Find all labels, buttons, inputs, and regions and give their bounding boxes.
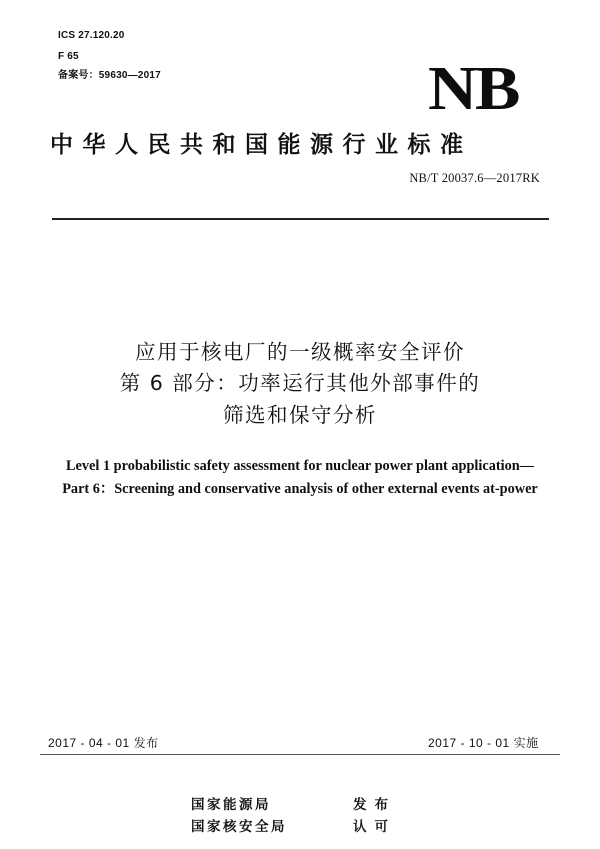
footer-divider <box>40 754 560 755</box>
cn-title-line-3: 筛选和保守分析 <box>223 403 377 427</box>
en-title-line-2: Part 6：Screening and conservative analysis of other external events at-power <box>62 481 538 497</box>
cn-title-line-1: 应用于核电厂的一级概率安全评价 <box>135 340 465 364</box>
issue-label: 发布 <box>133 736 159 750</box>
cn-title-line-2: 第 6 部分：功率运行其他外部事件的 <box>119 371 481 395</box>
issue-date: 2017 - 04 - 01 <box>48 736 130 750</box>
en-title-line-1: Level 1 probabilistic safety assessment for nuclear power plant application— <box>66 458 534 474</box>
issuer-action-1: 发布 <box>353 797 396 813</box>
issuer-name-2: 国家核安全局 <box>191 819 287 835</box>
implementation-label: 实施 <box>513 736 539 750</box>
issuer-name-1: 国家能源局 <box>191 797 271 813</box>
record-number: 备案号：59630—2017 <box>58 70 161 81</box>
standard-number: NB/T 20037.6—2017RK <box>409 171 540 185</box>
classification-code: F 65 <box>58 51 79 62</box>
implementation-date: 2017 - 10 - 01 <box>428 736 510 750</box>
nb-logo: NB <box>428 55 519 123</box>
implementation-date-block <box>428 734 539 751</box>
issue-date-block <box>48 734 159 751</box>
ics-code: ICS 27.120.20 <box>58 30 125 41</box>
header-divider <box>52 218 549 220</box>
issuer-action-2: 认可 <box>353 819 396 835</box>
standard-type-title: 中华人民共和国能源行业标准 <box>50 132 473 158</box>
